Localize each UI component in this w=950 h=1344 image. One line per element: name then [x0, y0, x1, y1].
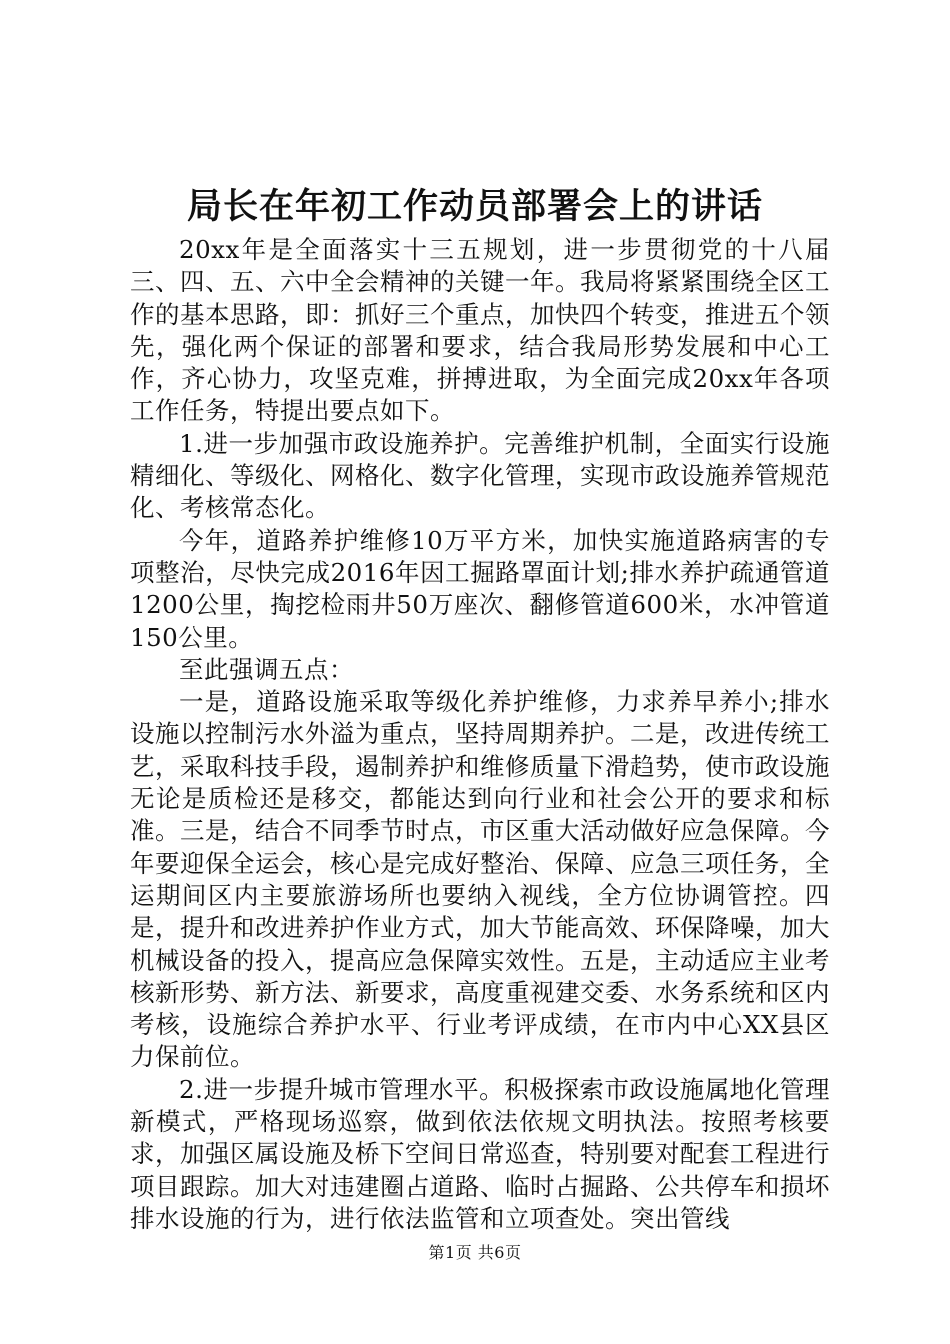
paragraph-item-2: 2.进一步提升城市管理水平。积极探索市政设施属地化管理新模式，严格现场巡察，做到依法依规文明执法。按照考核要求，加强区属设施及桥下空间日常巡查，特别要对配套工程进行项目跟踪。加大对违建圈占道路、临时占掘路、公共停车和损坏排水设施的行为，进行依法监管和立项查处。突出管线 [130, 1074, 830, 1233]
paragraph-intro: 20xx年是全面落实十三五规划，进一步贯彻党的十八届三、四、五、六中全会精神的关键一年。我局将紧紧围绕全区工作的基本思路，即：抓好三个重点，加快四个转变，推进五个领先，强化两个保证的部署和要求，结合我局形势发展和中心工作，齐心协力，攻坚克难，拼搏进取，为全面完成20xx年各项工作任务，特提出要点如下。 [130, 235, 830, 426]
paragraph-five-points: 一是，道路设施采取等级化养护维修，力求养早养小;排水设施以控制污水外溢为重点，坚持周期养护。二是，改进传统工艺，采取科技手段，遏制养护和维修质量下滑趋势，使市政设施无论是质检还是移交，都能达到向行业和社会公开的要求和标准。三是，结合不同季节时点，市区重大活动做好应急保障。今年要迎保全运会，核心是完成好整治、保障、应急三项任务，全运期间区内主要旅游场所也要纳入视线，全方位协调管控。四是，提升和改进养护作业方式，加大节能高效、环保降噪，加大机械设备的投入，提高应急保障实效性。五是，主动适应主业考核新形势、新方法、新要求，高度重视建交委、水务系统和区内考核，设施综合养护水平、行业考评成绩，在市内中心XX县区力保前位。 [130, 687, 830, 1072]
document-title: 局长在年初工作动员部署会上的讲话 [186, 186, 763, 227]
paragraph-emphasis-heading: 至此强调五点： [179, 654, 354, 684]
paragraph-targets: 今年，道路养护维修10万平方米，加快实施道路病害的专项整治，尽快完成2016年因工掘路罩面计划;排水养护疏通管道1200公里，掏挖检雨井50万座次、翻修管道600米，水冲管道150公里。 [130, 525, 830, 652]
page-number: 第1页 共6页 [428, 1243, 522, 1262]
document-body [130, 234, 830, 1235]
paragraph-item-1: 1.进一步加强市政设施养护。完善维护机制，全面实行设施精细化、等级化、网格化、数字化管理，实现市政设施养管规范化、考核常态化。 [130, 428, 830, 523]
